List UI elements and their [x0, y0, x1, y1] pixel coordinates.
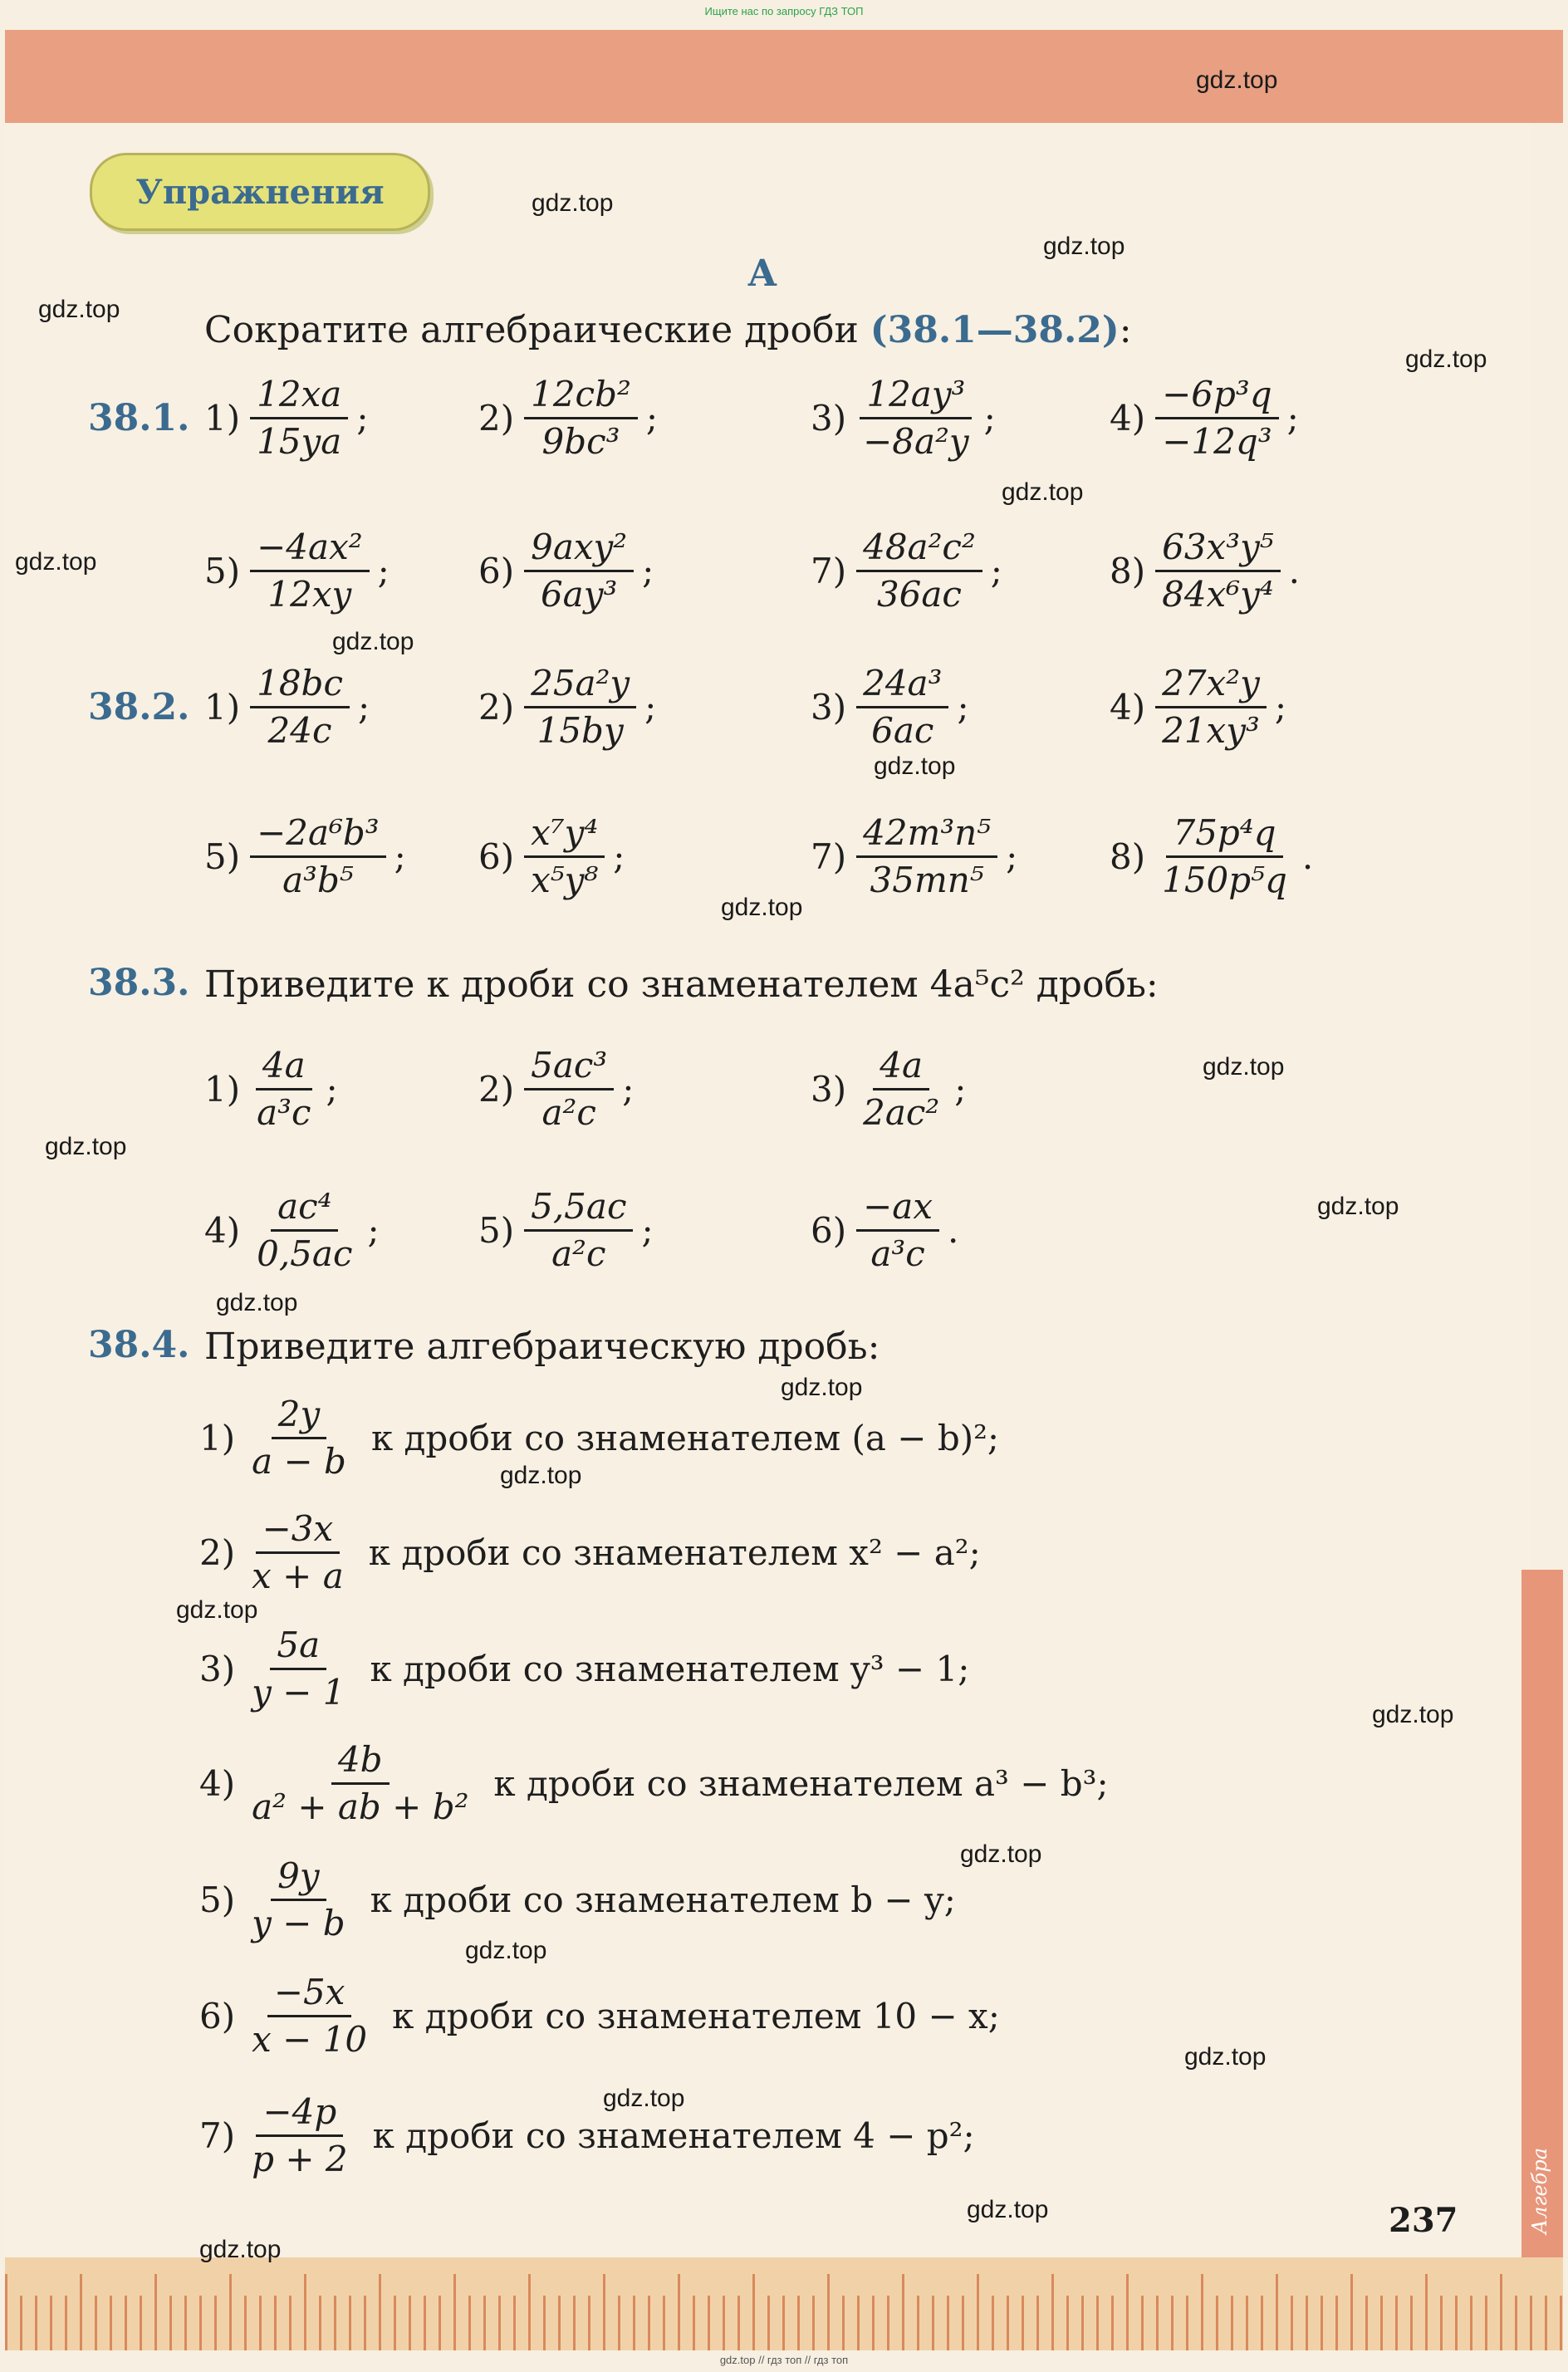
ex38-1-item-6: 6) $\frac{\text{9axy²}}{\text{6ay³}}$ ; [478, 527, 654, 615]
ex38-4-item-5: 5) $\frac{9y}{y - b}$ к дроби со знаменателем b − y; [199, 1855, 956, 1944]
ex38-2-item-1: 1) $\frac{18bc}{24c}$ ; [204, 663, 370, 752]
ex38-4-item-6: 6) $\frac{-5x}{x - 10}$ к дроби со знаменателем 10 − x; [199, 1972, 1000, 2061]
ex38-2-item-8: 8) $\frac{\text{75p⁴q}}{\text{150p⁵q}}$ . [1110, 812, 1314, 901]
ex38-4-item-2: 2) $\frac{-3x}{x + a}$ к дроби со знаменателем x² − a²; [199, 1508, 981, 1597]
ex38-1-item-7: 7) $\frac{\text{48a²c²}}{36ac}$ ; [811, 527, 1002, 615]
watermark: gdz.top [199, 2236, 282, 2263]
exercise-number-38-1: 38.1. [88, 397, 190, 439]
ex38-1-item-2: 2) $\frac{\text{12cb²}}{\text{9bc³}}$ ; [478, 374, 658, 463]
watermark: gdz.top [1002, 478, 1084, 506]
ex38-4-task: Приведите алгебраическую дробь: [204, 1326, 880, 1368]
watermark: gdz.top [1317, 1193, 1399, 1220]
ex38-4-item-3: 3) $\frac{5a}{y - 1}$ к дроби со знаменателем y³ − 1; [199, 1625, 970, 1713]
ex38-4-item-7: 7) $\frac{-4p}{p + 2}$ к дроби со знаменателем 4 − p²; [199, 2091, 975, 2180]
ex38-4-item-1: 1) $\frac{2y}{a - b}$ к дроби со знаменателем (a − b)²; [199, 1394, 1000, 1482]
ex38-1-item-5: 5) $\frac{\text{−4ax²}}{12xy}$ ; [204, 527, 390, 615]
side-tab-label: Алгебра [1528, 2147, 1551, 2234]
ex38-3-item-5: 5) $\frac{5,5ac}{\text{a²c}}$ ; [478, 1186, 654, 1275]
ex38-2-item-7: 7) $\frac{\text{42m³n⁵}}{\text{35mn⁵}}$ ; [811, 812, 1018, 901]
watermark: gdz.top [176, 1596, 258, 1624]
watermark: gdz.top [465, 1937, 547, 1964]
watermark: gdz.top [721, 894, 803, 921]
bottom-ruler [5, 2257, 1563, 2350]
watermark: gdz.top [603, 2085, 685, 2112]
ex38-2-item-4: 4) $\frac{\text{27x²y}}{\text{21xy³}}$ ; [1110, 663, 1286, 752]
site-note-top: Ищите нас по запросу ГДЗ ТОП [704, 5, 864, 17]
ex38-2-item-3: 3) $\frac{\text{24a³}}{6ac}$ ; [811, 663, 969, 752]
ex38-1-item-3: 3) $\frac{\text{12ay³}}{\text{−8a²y}}$ ; [811, 374, 996, 463]
ex38-3-item-3: 3) $\frac{4a}{\text{2ac²}}$ ; [811, 1045, 967, 1134]
top-band [5, 30, 1563, 123]
side-tab [1521, 1570, 1563, 2259]
instruction-text: Сократите алгебраические дроби (38.1—38.2): [204, 309, 1132, 351]
ex38-3-item-1: 1) $\frac{4a}{\text{a³c}}$ ; [204, 1045, 338, 1134]
watermark: gdz.top [1184, 2043, 1267, 2071]
ex38-3-task: Приведите к дроби со знаменателем 4a⁵c² дробь: [204, 963, 1159, 1006]
watermark: gdz.top [781, 1374, 863, 1401]
ex38-3-item-2: 2) $\frac{\text{5ac³}}{\text{a²c}}$ ; [478, 1045, 635, 1134]
ex38-2-item-5: 5) $\frac{\text{−2a⁶b³}}{\text{a³b⁵}}$ ; [204, 812, 406, 901]
watermark: gdz.top [38, 296, 120, 323]
page-number: 237 [1389, 2201, 1458, 2240]
watermark: gdz.top [332, 628, 414, 655]
watermark: gdz.top [1203, 1053, 1285, 1081]
ex38-2-item-6: 6) $\frac{\text{x⁷y⁴}}{\text{x⁵y⁸}}$ ; [478, 812, 625, 901]
watermark: gdz.top [216, 1289, 298, 1316]
watermark: gdz.top [532, 189, 614, 217]
ex38-2-item-2: 2) $\frac{\text{25a²y}}{15by}$ ; [478, 663, 657, 752]
ex38-1-item-8: 8) $\frac{\text{63x³y⁵}}{\text{84x⁶y⁴}}$ . [1110, 527, 1300, 615]
exercise-number-38-3: 38.3. [88, 962, 190, 1004]
watermark: gdz.top [874, 752, 956, 780]
site-note-bottom: gdz.top // гдз топ // гдз топ [719, 2354, 849, 2366]
section-letter: А [747, 252, 777, 295]
watermark: gdz.top [960, 1840, 1042, 1868]
watermark: gdz.top [1043, 233, 1125, 260]
ex38-1-item-4: 4) $\frac{\text{−6p³q}}{\text{−12q³}}$ ; [1110, 374, 1299, 463]
watermark: gdz.top [500, 1462, 582, 1489]
ex38-1-item-1: 1) $\frac{12xa}{15ya}$ ; [204, 374, 369, 463]
watermark: gdz.top [15, 548, 97, 576]
exercise-number-38-4: 38.4. [88, 1324, 190, 1366]
watermark: gdz.top [45, 1133, 127, 1160]
watermark: gdz.top [1196, 66, 1278, 94]
ex38-3-item-4: 4) $\frac{\text{ac⁴}}{0,5ac}$ ; [204, 1186, 380, 1275]
ex38-4-item-4: 4) $\frac{4b}{\text{a² + ab + b²}}$ к дроби со знаменателем a³ − b³; [199, 1739, 1109, 1828]
exercises-heading: Упражнения [90, 153, 430, 231]
exercise-number-38-2: 38.2. [88, 686, 190, 728]
watermark: gdz.top [1372, 1701, 1454, 1728]
watermark: gdz.top [967, 2196, 1049, 2223]
watermark: gdz.top [1405, 346, 1487, 373]
ex38-3-item-6: 6) $\frac{-ax}{\text{a³c}}$ . [811, 1186, 959, 1275]
